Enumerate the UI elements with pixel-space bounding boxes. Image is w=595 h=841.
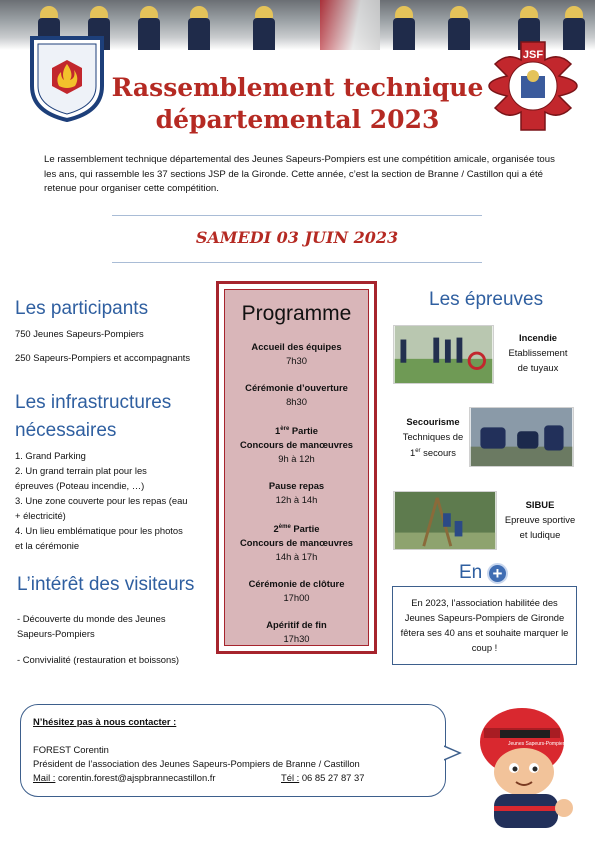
- programme-item-label2: Concours de manœuvres: [239, 537, 354, 549]
- programme-item-label: Pause repas: [268, 480, 325, 492]
- epreuve-desc: [400, 444, 466, 460]
- ordinal-sup: er: [415, 448, 421, 454]
- programme-item-time: 9h à 12h: [278, 453, 315, 465]
- contact-role: Président de l’association des Jeunes Sapeurs-Pompiers de Branne / Castillon: [33, 758, 360, 769]
- programme-item: [225, 520, 368, 564]
- programme-item-label: Accueil des équipes: [251, 341, 342, 352]
- epreuve-desc: de tuyaux: [517, 362, 559, 373]
- epreuves-heading: Les épreuves: [429, 289, 544, 310]
- infra-item: 2. Un grand terrain plat pour les: [15, 465, 147, 476]
- firefighter-shape: [188, 18, 210, 50]
- jsp-branne-castillon-logo: [487, 40, 579, 132]
- firefighter-mascot: [460, 690, 588, 830]
- divider: [112, 262, 482, 263]
- programme-inner: [224, 289, 369, 646]
- tel-label: Tél :: [281, 772, 300, 783]
- programme-item-label2: Concours de manœuvres: [239, 439, 354, 451]
- firefighter-shape: [448, 18, 470, 50]
- photo-incendie: [393, 325, 494, 384]
- logo-right-top-text: JSF: [522, 49, 544, 61]
- epreuve-desc: Techniques de: [402, 431, 464, 442]
- programme-item: [225, 479, 368, 507]
- programme-item-label: [225, 422, 368, 438]
- firefighter-shape: [138, 18, 160, 50]
- participants-line: 750 Jeunes Sapeurs-Pompiers: [15, 328, 144, 339]
- programme-item: [225, 422, 368, 466]
- contact-mail-row: [33, 771, 216, 785]
- page-title-line2: départemental 2023: [155, 105, 440, 134]
- anniversary-info-box: En 2023, l’association habilitée des Jeunes Sapeurs-Pompiers de Gironde fêtera ses 40 ans et souhaite marquer le coup !: [392, 586, 577, 665]
- programme-item-label: Cérémonie d’ouverture: [245, 382, 348, 393]
- tel-value[interactable]: 06 85 27 87 37: [301, 772, 365, 783]
- mascot-badge-text: Jeunes Sapeurs-Pompiers: [508, 741, 567, 747]
- contact-tel-row: [281, 771, 364, 785]
- infra-item: épreuves (Poteau incendie, …): [15, 480, 145, 491]
- epreuve-desc: et ludique: [519, 529, 561, 540]
- infra-item: 1. Grand Parking: [15, 450, 86, 461]
- ordinal-sup: ère: [280, 426, 290, 432]
- infra-item: et la cérémonie: [15, 540, 80, 551]
- infrastructures-heading: Les infrastructures: [15, 392, 172, 413]
- contact-heading: N’hésitez pas à nous contacter :: [33, 716, 177, 727]
- photo-sibue: [393, 491, 497, 550]
- epreuve-incendie: [500, 330, 576, 375]
- plus-icon: +: [487, 563, 508, 584]
- visiteurs-line: Sapeurs-Pompiers: [17, 628, 95, 639]
- visiteurs-line: - Découverte du monde des Jeunes: [17, 613, 166, 624]
- ordinal-sup: ème: [278, 524, 291, 531]
- programme-item-time: 8h30: [286, 396, 307, 407]
- programme-item-label: [225, 520, 368, 536]
- epreuve-desc: Epreuve sportive: [504, 514, 576, 525]
- programme-item-time: 17h30: [283, 633, 310, 645]
- page-title-line1: Rassemblement technique: [111, 73, 484, 102]
- visiteurs-heading: L’intérêt des visiteurs: [17, 574, 195, 595]
- visiteurs-line: - Convivialité (restauration et boissons): [17, 654, 180, 665]
- programme-item-time: 14h à 17h: [275, 551, 318, 563]
- programme-item: [225, 381, 368, 409]
- intro-paragraph: Le rassemblement technique départemental des Jeunes Sapeurs-Pompiers est une compétition amicale, organisée tous les ans, qui rassemble les 37 sections JSP de la Gironde. Cette année, c’est la section de Branne / Castillon qui a été retenue pour organiser cette compétition.: [44, 154, 555, 194]
- infra-item: 4. Un lieu emblématique pour les photos: [15, 525, 183, 536]
- epreuve-title: Incendie: [518, 332, 558, 343]
- epreuve-title: Secourisme: [406, 416, 460, 427]
- association-logo: [28, 34, 106, 122]
- infrastructures-heading: nécessaires: [15, 420, 117, 441]
- partie-label: Partie: [289, 425, 318, 437]
- event-date: SAMEDI 03 JUIN 2023: [195, 228, 399, 247]
- programme-item-time: 17h00: [283, 592, 310, 604]
- infra-item: 3. Une zone couverte pour les repas (eau: [15, 495, 188, 506]
- mail-link[interactable]: corentin.forest@ajspbrannecastillon.fr: [58, 772, 216, 783]
- programme-item-label: Apéritif de fin: [266, 619, 327, 631]
- programme-title: Programme: [241, 302, 352, 325]
- programme-item: [225, 577, 368, 605]
- infra-item: + électricité): [15, 510, 66, 521]
- ordinal: 1: [410, 447, 416, 459]
- secours-label: secours: [420, 447, 456, 459]
- programme-box: [216, 281, 377, 654]
- contact-box: [20, 704, 446, 797]
- partie-label: Partie: [290, 523, 320, 535]
- epreuve-desc: Etablissement: [508, 347, 568, 358]
- programme-item: [225, 618, 368, 646]
- contact-name: FOREST Corentin: [33, 744, 109, 755]
- epreuve-secourisme: [400, 414, 466, 460]
- en-plus-heading: En: [459, 562, 483, 583]
- participants-heading: Les participants: [15, 298, 149, 319]
- divider: [112, 215, 482, 216]
- flag-shape: [320, 0, 380, 50]
- firefighter-shape: [393, 18, 415, 50]
- photo-secourisme: [469, 407, 574, 467]
- epreuve-title: SIBUE: [525, 499, 555, 510]
- ordinal: 1: [275, 425, 281, 437]
- firefighter-shape: [253, 18, 275, 50]
- programme-item-label: Cérémonie de clôture: [248, 578, 345, 590]
- mail-label: Mail :: [33, 772, 56, 783]
- programme-item-time: 12h à 14h: [275, 494, 318, 506]
- participants-line: 250 Sapeurs-Pompiers et accompagnants: [15, 352, 191, 363]
- programme-item: [225, 340, 368, 368]
- ordinal: 2: [273, 523, 279, 535]
- programme-item-time: 7h30: [286, 355, 307, 366]
- programme-list: [225, 340, 368, 659]
- epreuve-sibue: [500, 497, 580, 542]
